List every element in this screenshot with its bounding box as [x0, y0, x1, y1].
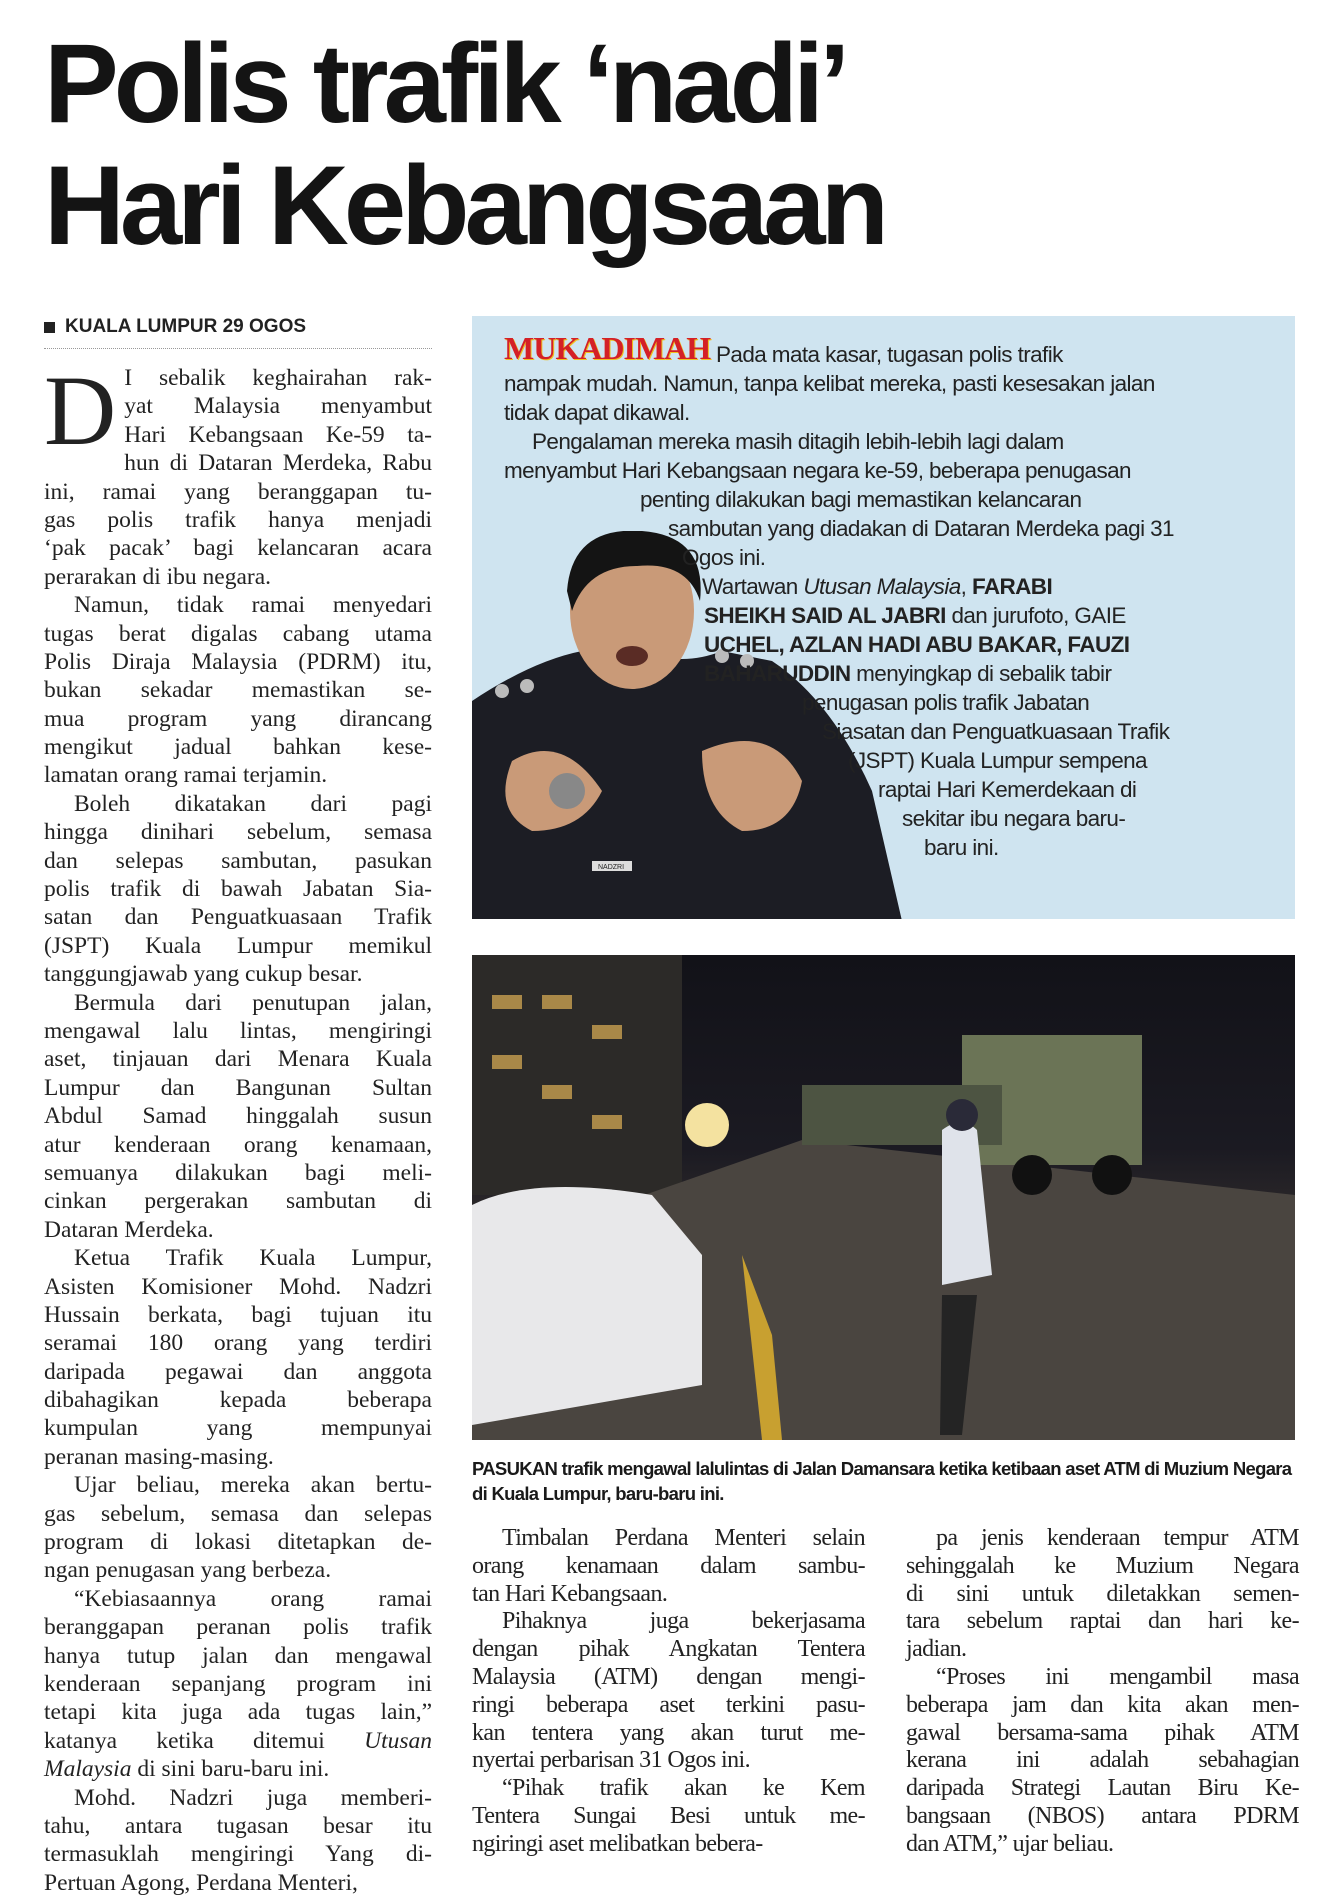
text-line: bukan sekadar memastikan se- — [44, 677, 432, 704]
mukadimah-line: BAHARUDDIN menyingkap di sebalik tabir — [704, 661, 1112, 686]
text-line: (JSPT) Kuala Lumpur memikul — [44, 932, 432, 959]
mukadimah-line: Pengalaman mereka masih ditagih lebih-lebih lagi dalam — [532, 429, 1064, 454]
text-line: program di lokasi ditetapkan de- — [44, 1529, 432, 1556]
text-line: ngiringi aset melibatkan bebera- — [472, 1830, 763, 1857]
text-line: dibahagikan kepada beberapa — [44, 1387, 432, 1414]
text-line: dengan pihak Angkatan Tentera — [472, 1636, 865, 1663]
drop-cap: D — [44, 355, 117, 466]
text-line: beranggapan peranan polis trafik — [44, 1614, 432, 1641]
text-line: tugas berat digalas cabang utama — [44, 620, 432, 647]
text-line: Bermula dari penutupan jalan, — [74, 989, 432, 1016]
text-line: gawal bersama-sama pihak ATM — [906, 1719, 1299, 1746]
text-line: gas polis trafik hanya menjadi — [44, 506, 432, 533]
text-line: ‘pak pacak’ bagi kelancaran acara — [44, 535, 432, 562]
text-line: orang kenamaan dalam sambu- — [472, 1552, 865, 1579]
text-line: beberapa jam dan kita akan men- — [906, 1691, 1299, 1718]
mukadimah-label: MUKADIMAH — [504, 330, 711, 366]
text-line: daripada Strategi Lautan Biru Ke- — [906, 1775, 1299, 1802]
text-line: mengawal lalu lintas, mengiringi — [44, 1017, 432, 1044]
text-line: lamatan orang ramai terjamin. — [44, 762, 328, 789]
article-body-bottom-column-2 — [906, 1525, 1299, 1859]
text-line: “Pihak trafik akan ke Kem — [502, 1775, 865, 1802]
mukadimah-line: (JSPT) Kuala Lumpur sempena — [848, 748, 1147, 773]
text-line: Polis Diraja Malaysia (PDRM) itu, — [44, 648, 432, 675]
caption-lead: PASUKAN — [472, 1458, 558, 1479]
text-line: pa jenis kenderaan tempur ATM — [936, 1525, 1299, 1551]
text-line: kerana ini adalah sebahagian — [906, 1747, 1299, 1774]
text-line: kenderaan sepanjang program ini — [44, 1670, 432, 1697]
text-line: “Proses ini mengambil masa — [936, 1663, 1299, 1690]
mukadimah-line: penugasan polis trafik Jabatan — [802, 690, 1090, 715]
text-line: Namun, tidak ramai menyedari — [74, 592, 432, 619]
text-line: Malaysia di sini baru-baru ini. — [44, 1756, 330, 1783]
text-line: tara sebelum raptai dan hari ke- — [906, 1608, 1299, 1635]
text-line: Pertuan Agong, Perdana Menteri, — [44, 1869, 358, 1896]
text-line: nyertai perbarisan 31 Ogos ini. — [472, 1747, 750, 1774]
newspaper-name-italic: Utusan — [364, 1727, 432, 1754]
caption-text: trafik mengawal lalulintas di Jalan Damansara ketika ketibaan aset ATM di Muzium Negara di Kuala Lumpur, baru-baru ini. — [472, 1458, 1292, 1504]
mukadimah-line: penting dilakukan bagi memastikan kelancaran — [640, 487, 1082, 512]
text-line: Pihaknya juga bekerjasama — [502, 1608, 865, 1635]
text-line: daripada pegawai dan anggota — [44, 1358, 432, 1385]
mukadimah-line: sekitar ibu negara baru- — [902, 806, 1126, 831]
text-line: tan Hari Kebangsaan. — [472, 1580, 668, 1607]
dotted-divider — [44, 348, 432, 349]
mukadimah-line: tidak dapat dikawal. — [504, 400, 690, 425]
text-line: katanya ketika ditemui Utusan — [44, 1727, 432, 1754]
text-line: ringi beberapa aset terkini pasu- — [472, 1691, 865, 1718]
bullet-square-icon — [44, 322, 55, 333]
traffic-scene-illustration — [472, 955, 1295, 1440]
text-line: ngan penugasan yang berbeza. — [44, 1557, 332, 1584]
mukadimah-line: Ogos ini. — [682, 545, 766, 570]
mukadimah-line: UCHEL, AZLAN HADI ABU BAKAR, FAUZI — [704, 632, 1130, 657]
text-line: tetapi kita juga ada tugas lain,” — [44, 1699, 432, 1726]
photo-caption — [472, 1456, 1302, 1506]
mukadimah-line: sambutan yang diadakan di Dataran Merdeka pagi 31 — [668, 516, 1174, 541]
text-line: mengikut jadual bahkan kese- — [44, 734, 432, 761]
text-line: perarakan di ibu negara. — [44, 563, 272, 590]
dateline — [44, 316, 306, 338]
text-line: Ujar beliau, mereka akan bertu- — [74, 1472, 432, 1499]
text-line: hanya tutup jalan dan mengawal — [44, 1642, 432, 1669]
text-line: tanggungjawab yang cukup besar. — [44, 961, 363, 988]
mukadimah-line: raptai Hari Kemerdekaan di — [878, 777, 1137, 802]
night-traffic-photo — [472, 955, 1295, 1440]
text-line: sehinggalah ke Muzium Negara — [906, 1552, 1299, 1579]
mukadimah-line: SHEIKH SAID AL JABRI dan jurufoto, GAIE — [704, 603, 1126, 628]
mukadimah-line: menyambut Hari Kebangsaan negara ke-59, beberapa penugasan — [504, 458, 1131, 483]
officer-nametag: NADZRI — [598, 864, 625, 871]
mukadimah-line: nampak mudah. Namun, tanpa kelibat mereka, pasti kesesakan jalan — [504, 371, 1155, 396]
text-line: peranan masing-masing. — [44, 1443, 274, 1470]
text-line: Hari Kebangsaan Ke-59 ta- — [124, 421, 432, 448]
article-body-bottom-column-1 — [472, 1525, 865, 1859]
text-line: Timbalan Perdana Menteri selain — [502, 1525, 865, 1551]
text-line: satan dan Penguatkuasaan Trafik — [44, 904, 432, 931]
text-line: ini, ramai yang beranggapan tu- — [44, 478, 432, 505]
text-line: gas sebelum, semasa dan selepas — [44, 1500, 432, 1527]
text-line: kan tentera yang akan turut me- — [472, 1719, 865, 1746]
text-line: dan ATM,” ujar beliau. — [906, 1830, 1114, 1857]
text-line: hingga dinihari sebelum, semasa — [44, 819, 432, 846]
text-line: bangsaan (NBOS) antara PDRM — [906, 1802, 1299, 1829]
text-line: Asisten Komisioner Mohd. Nadzri — [44, 1273, 432, 1300]
text-line: seramai 180 orang yang terdiri — [44, 1330, 432, 1357]
newspaper-name-italic: Malaysia — [44, 1756, 132, 1783]
mukadimah-box — [472, 316, 1295, 919]
mukadimah-line: Pada mata kasar, tugasan polis trafik — [716, 342, 1063, 367]
text-line: I sebalik keghairahan rak- — [124, 365, 432, 391]
mukadimah-line: baru ini. — [924, 835, 999, 860]
text-line: termasuklah mengiringi Yang di- — [44, 1841, 432, 1868]
text-line: jadian. — [906, 1636, 967, 1663]
headline-line-1: Polis trafik ‘nadi’ — [44, 21, 846, 146]
text-line: semuanya dilakukan bagi meli- — [44, 1159, 432, 1186]
text-line: mua program yang dirancang — [44, 705, 432, 732]
text-line: Hussain berkata, bagi tujuan itu — [44, 1301, 432, 1328]
dateline-text: KUALA LUMPUR 29 OGOS — [65, 316, 307, 337]
mukadimah-line: Wartawan Utusan Malaysia, FARABI — [702, 574, 1053, 599]
text-line: Lumpur dan Bangunan Sultan — [44, 1074, 432, 1101]
text-line: Mohd. Nadzri juga memberi- — [74, 1784, 432, 1811]
text-line: “Kebiasaannya orang ramai — [74, 1585, 432, 1612]
text-line: hun di Dataran Merdeka, Rabu — [124, 450, 432, 477]
text-line: kumpulan yang mempunyai — [44, 1415, 432, 1442]
text-line: Dataran Merdeka. — [44, 1216, 214, 1243]
text-line: aset, tinjauan dari Menara Kuala — [44, 1046, 432, 1073]
mukadimah-line: Siasatan dan Penguatkuasaan Trafik — [822, 719, 1170, 744]
text-line: Malaysia (ATM) dengan mengi- — [472, 1663, 865, 1690]
text-line: yat Malaysia menyambut — [124, 393, 432, 420]
text-line: Ketua Trafik Kuala Lumpur, — [74, 1245, 432, 1272]
text-line: polis trafik di bawah Jabatan Sia- — [44, 876, 432, 903]
text-line: tahu, antara tugasan besar itu — [44, 1812, 432, 1839]
text-line: Abdul Samad hinggalah susun — [44, 1103, 432, 1130]
text-line: dan selepas sambutan, pasukan — [44, 847, 432, 874]
text-line: cinkan pergerakan sambutan di — [44, 1188, 432, 1215]
article-body-left-column — [44, 355, 432, 1897]
text-line: atur kenderaan orang kenamaan, — [44, 1131, 432, 1158]
text-line: Boleh dikatakan dari pagi — [74, 790, 432, 817]
headline-line-2: Hari Kebangsaan — [44, 143, 884, 268]
text-line: Tentera Sungai Besi untuk me- — [472, 1802, 865, 1829]
text-line: di sini untuk diletakkan semen- — [906, 1580, 1299, 1607]
